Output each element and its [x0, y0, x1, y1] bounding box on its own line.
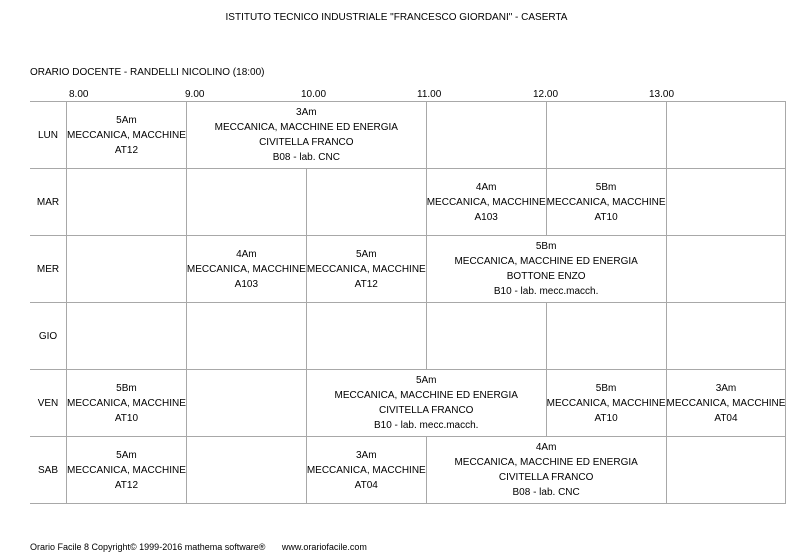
- subject-name: MECCANICA, MACCHINE ED ENERGIA: [214, 122, 398, 133]
- empty-slot: [67, 303, 187, 370]
- class-name: 4Am: [535, 442, 557, 453]
- room-name: B10 - lab. mecc.macch.: [373, 420, 479, 431]
- subject-name: MECCANICA, MACCHINE ED ENERGIA: [454, 457, 638, 468]
- day-label: MAR: [30, 169, 67, 236]
- room-name: B10 - lab. mecc.macch.: [493, 286, 599, 297]
- lesson-cell: [186, 236, 306, 303]
- room-name: AT12: [114, 144, 139, 156]
- copyright-text: Orario Facile 8 Copyright© 1999-2016 mathema software®: [30, 542, 266, 552]
- page-title: ISTITUTO TECNICO INDUSTRIALE "FRANCESCO GIORDANI" - CASERTA: [225, 12, 568, 23]
- timetable-grid: [30, 101, 786, 504]
- room-name: AT10: [114, 412, 139, 424]
- day-row: [30, 102, 786, 169]
- lesson-cell: [426, 437, 666, 504]
- room-name: B08 - lab. CNC: [512, 487, 580, 498]
- class-name: 5Bm: [595, 181, 617, 193]
- room-name: AT10: [594, 412, 618, 424]
- subject-name: MECCANICA, MACCHINE: [546, 397, 666, 409]
- lesson-cell: [67, 102, 187, 169]
- co-teacher-name: CIVITELLA FRANCO: [498, 472, 594, 483]
- hour-label: 11.00: [417, 89, 442, 100]
- subject-name: MECCANICA, MACCHINE: [67, 129, 186, 141]
- class-name: 5Bm: [116, 382, 137, 394]
- room-name: AT10: [594, 211, 618, 223]
- footer: [30, 542, 367, 552]
- lesson-cell: [306, 236, 426, 303]
- empty-slot: [666, 102, 786, 169]
- room-name: AT04: [354, 479, 378, 491]
- day-row: [30, 236, 786, 303]
- day-row: [30, 169, 786, 236]
- subject-name: MECCANICA, MACCHINE ED ENERGIA: [454, 256, 638, 267]
- empty-slot: [426, 102, 546, 169]
- day-label: LUN: [30, 102, 67, 169]
- class-name: 5Am: [116, 449, 137, 461]
- lesson-cell: [546, 370, 666, 437]
- co-teacher-name: BOTTONE ENZO: [506, 271, 586, 282]
- class-name: 3Am: [355, 449, 377, 461]
- co-teacher-name: CIVITELLA FRANCO: [259, 137, 354, 148]
- empty-slot: [186, 370, 306, 437]
- room-name: AT04: [714, 412, 738, 424]
- empty-slot: [67, 236, 187, 303]
- empty-slot: [666, 303, 786, 370]
- empty-slot: [186, 169, 306, 236]
- lesson-cell: [426, 169, 546, 236]
- co-teacher-name: CIVITELLA FRANCO: [378, 405, 474, 416]
- class-name: 4Am: [475, 181, 497, 193]
- class-name: 5Am: [415, 375, 437, 386]
- day-label: VEN: [30, 370, 67, 437]
- empty-slot: [306, 303, 426, 370]
- empty-slot: [186, 303, 306, 370]
- class-name: 5Am: [116, 114, 137, 126]
- empty-slot: [666, 437, 786, 504]
- day-row: [30, 303, 786, 370]
- empty-slot: [666, 169, 786, 236]
- class-name: 4Am: [236, 248, 257, 260]
- lesson-cell: [186, 102, 426, 169]
- subject-name: MECCANICA, MACCHINE: [666, 397, 786, 409]
- lesson-cell: [67, 370, 187, 437]
- lesson-cell: [546, 169, 666, 236]
- room-name: AT12: [354, 278, 378, 290]
- room-name: A103: [234, 278, 259, 290]
- empty-slot: [426, 303, 546, 370]
- hour-label: 10.00: [301, 89, 327, 100]
- subject-name: MECCANICA, MACCHINE: [67, 397, 186, 409]
- subject-name: MECCANICA, MACCHINE: [67, 464, 186, 476]
- room-name: A103: [474, 211, 498, 223]
- hour-label: 12.00: [533, 89, 559, 100]
- day-row: [30, 437, 786, 504]
- empty-slot: [546, 303, 666, 370]
- subject-name: MECCANICA, MACCHINE ED ENERGIA: [334, 390, 518, 401]
- hour-label: 9.00: [185, 89, 205, 100]
- lesson-cell: [306, 437, 426, 504]
- room-name: B08 - lab. CNC: [272, 152, 340, 163]
- class-name: 3Am: [715, 382, 737, 394]
- lesson-cell: [67, 437, 187, 504]
- subject-name: MECCANICA, MACCHINE: [186, 263, 306, 275]
- empty-slot: [306, 169, 426, 236]
- empty-slot: [67, 169, 187, 236]
- empty-slot: [186, 437, 306, 504]
- day-label: GIO: [30, 303, 67, 370]
- hour-label: 13.00: [649, 89, 675, 100]
- teacher-schedule-heading: ORARIO DOCENTE - RANDELLI NICOLINO (18:00): [30, 67, 265, 78]
- class-name: 3Am: [296, 107, 317, 118]
- empty-slot: [546, 102, 666, 169]
- subject-name: MECCANICA, MACCHINE: [546, 196, 666, 208]
- empty-slot: [666, 236, 786, 303]
- lesson-cell: [426, 236, 666, 303]
- subject-name: MECCANICA, MACCHINE: [426, 196, 546, 208]
- website-link[interactable]: www.orariofacile.com: [281, 542, 367, 552]
- lesson-cell: [666, 370, 786, 437]
- hour-label: 8.00: [69, 89, 89, 100]
- lesson-cell: [306, 370, 546, 437]
- class-name: 5Bm: [595, 382, 617, 394]
- room-name: AT12: [114, 479, 139, 491]
- day-row: [30, 370, 786, 437]
- day-label: MER: [30, 236, 67, 303]
- day-label: SAB: [30, 437, 67, 504]
- class-name: 5Am: [355, 248, 377, 260]
- class-name: 5Bm: [535, 241, 557, 252]
- subject-name: MECCANICA, MACCHINE: [306, 263, 426, 275]
- subject-name: MECCANICA, MACCHINE: [306, 464, 426, 476]
